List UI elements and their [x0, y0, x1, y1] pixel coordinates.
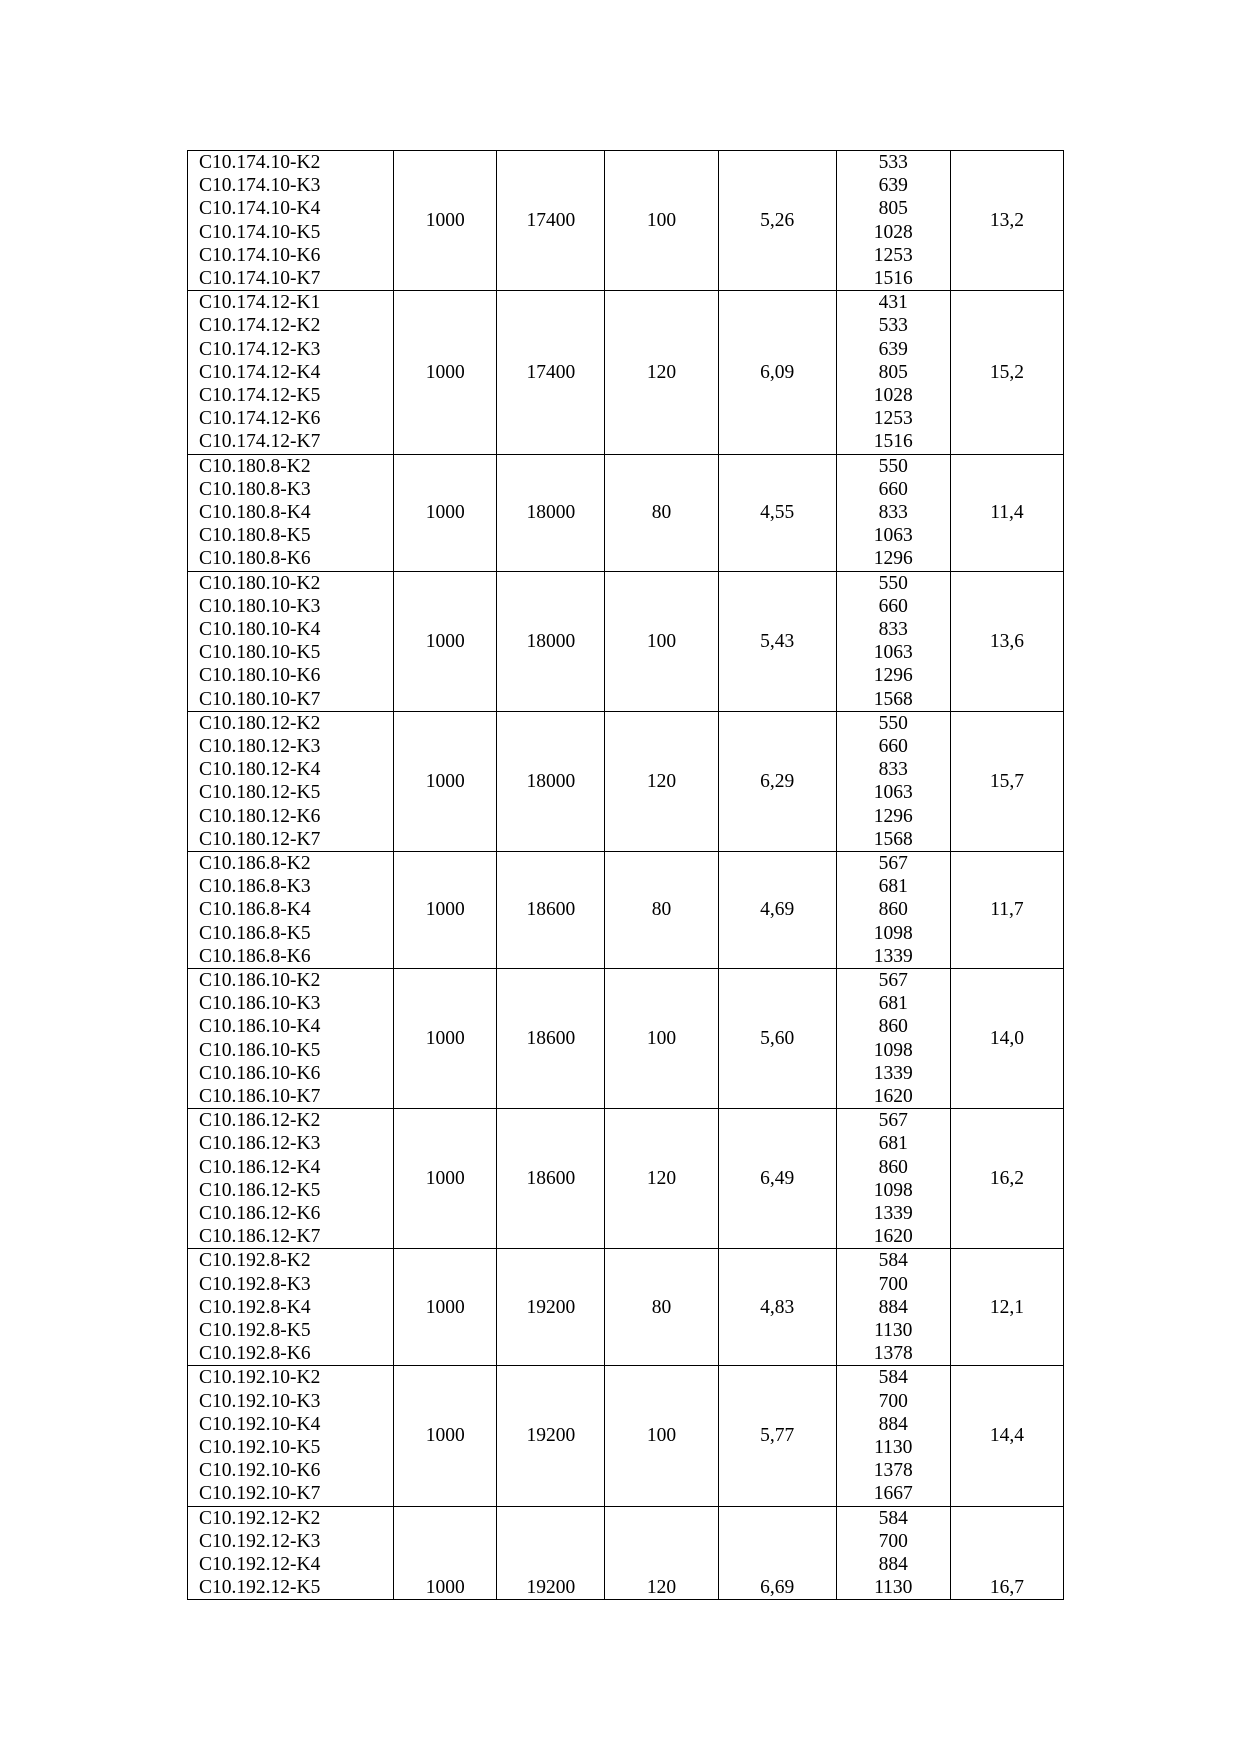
cell-value: 4,55	[760, 501, 795, 523]
table-row	[188, 1249, 1064, 1366]
product-code: C10.180.12-K6	[199, 805, 321, 827]
load-value: 884	[878, 1413, 908, 1435]
product-code: C10.186.12-K4	[199, 1156, 321, 1178]
product-code: C10.192.8-K6	[199, 1343, 311, 1365]
loads-cell	[836, 151, 950, 291]
product-code: C10.180.10-K5	[199, 642, 321, 664]
value-cell-col4	[718, 968, 836, 1108]
load-value: 660	[878, 595, 908, 617]
product-code: C10.192.8-K5	[199, 1319, 311, 1341]
product-code: C10.174.12-K3	[199, 338, 321, 360]
load-value: 860	[878, 1156, 908, 1178]
product-code: C10.174.10-K3	[199, 175, 321, 197]
product-code: C10.186.12-K5	[199, 1179, 321, 1201]
product-code: C10.174.10-K2	[199, 152, 321, 173]
load-value: 1130	[874, 1319, 913, 1341]
value-cell-col6	[950, 291, 1063, 454]
loads-cell	[836, 1366, 950, 1506]
value-cell-col2	[497, 291, 605, 454]
product-code: C10.192.8-K3	[199, 1273, 311, 1295]
load-value: 1098	[873, 1039, 913, 1061]
value-cell-col2	[497, 571, 605, 711]
load-value: 700	[878, 1530, 908, 1552]
load-value: 1620	[873, 1226, 913, 1248]
cell-value: 100	[646, 1425, 677, 1447]
load-value: 1378	[873, 1343, 913, 1365]
product-code: C10.180.10-K3	[199, 595, 321, 617]
product-code: C10.192.10-K6	[199, 1460, 321, 1482]
product-codes-cell	[188, 1366, 394, 1506]
load-value: 567	[878, 852, 908, 874]
product-codes-cell	[188, 151, 394, 291]
cell-value: 17400	[526, 210, 576, 231]
value-cell-col6	[950, 454, 1063, 571]
product-codes-cell	[188, 291, 394, 454]
value-cell-col1	[394, 571, 497, 711]
product-code: C10.180.8-K3	[199, 478, 311, 500]
load-value: 1063	[873, 525, 913, 547]
cell-value: 1000	[425, 210, 465, 231]
table-row	[188, 454, 1064, 571]
cell-value: 100	[646, 1027, 677, 1049]
cell-value: 18000	[526, 501, 576, 523]
load-value: 1253	[873, 244, 913, 266]
load-value: 1028	[873, 221, 913, 243]
product-code: C10.192.12-K4	[199, 1553, 321, 1575]
product-codes-cell	[188, 968, 394, 1108]
load-value: 681	[878, 876, 908, 898]
load-value: 1339	[873, 945, 913, 967]
load-value: 567	[878, 1110, 908, 1132]
product-codes-cell	[188, 711, 394, 851]
value-cell-col3	[605, 851, 718, 968]
load-value: 1568	[873, 828, 913, 850]
value-cell-col4	[718, 1366, 836, 1506]
value-cell-col2	[497, 968, 605, 1108]
table-row	[188, 968, 1064, 1108]
table-row	[188, 291, 1064, 454]
value-cell-col2	[497, 711, 605, 851]
load-value: 584	[878, 1250, 908, 1272]
load-value: 681	[878, 993, 908, 1015]
product-code: C10.186.8-K3	[199, 876, 311, 898]
load-value: 1098	[873, 1179, 913, 1201]
load-value: 1339	[873, 1202, 913, 1224]
cell-value: 17400	[526, 361, 576, 383]
cell-value: 16,2	[989, 1168, 1024, 1190]
product-code: C10.180.10-K2	[199, 572, 321, 594]
product-code: C10.192.8-K4	[199, 1296, 311, 1318]
load-value: 533	[878, 315, 908, 337]
product-codes-cell	[188, 571, 394, 711]
value-cell-col2	[497, 1506, 605, 1600]
load-value: 1028	[873, 384, 913, 406]
load-value: 1130	[874, 1577, 913, 1599]
product-code: C10.180.8-K6	[199, 548, 311, 570]
load-value: 1098	[873, 922, 913, 944]
load-value: 1339	[873, 1062, 913, 1084]
cell-value: 11,7	[990, 899, 1024, 921]
value-cell-col2	[497, 151, 605, 291]
cell-value: 1000	[425, 1577, 465, 1599]
product-code: C10.186.12-K7	[199, 1226, 321, 1248]
value-cell-col4	[718, 1109, 836, 1249]
product-code: C10.186.8-K6	[199, 945, 311, 967]
cell-value: 1000	[425, 501, 465, 523]
value-cell-col3	[605, 1249, 718, 1366]
loads-cell	[836, 851, 950, 968]
product-code: C10.186.8-K4	[199, 899, 311, 921]
load-value: 681	[878, 1133, 908, 1155]
value-cell-col2	[497, 1249, 605, 1366]
load-value: 1667	[873, 1483, 913, 1505]
cell-value: 19200	[526, 1425, 576, 1447]
cell-value: 4,69	[760, 899, 795, 921]
cell-value: 80	[651, 501, 672, 523]
load-value: 550	[878, 712, 908, 734]
value-cell-col3	[605, 1109, 718, 1249]
loads-cell	[836, 1109, 950, 1249]
value-cell-col4	[718, 1249, 836, 1366]
value-cell-col4	[718, 291, 836, 454]
cell-value: 18600	[526, 1027, 576, 1049]
loads-cell	[836, 711, 950, 851]
load-value: 860	[878, 899, 908, 921]
value-cell-col4	[718, 711, 836, 851]
value-cell-col1	[394, 1506, 497, 1600]
value-cell-col1	[394, 711, 497, 851]
cell-value: 6,09	[760, 361, 795, 383]
cell-value: 19200	[526, 1577, 576, 1599]
cell-value: 1000	[425, 361, 465, 383]
value-cell-col2	[497, 1366, 605, 1506]
product-code: C10.174.12-K5	[199, 384, 321, 406]
product-code: C10.186.8-K5	[199, 922, 311, 944]
load-value: 1063	[873, 642, 913, 664]
cell-value: 14,0	[989, 1027, 1024, 1049]
table-row	[188, 851, 1064, 968]
load-value: 1063	[873, 782, 913, 804]
product-code: C10.180.10-K6	[199, 665, 321, 687]
cell-value: 13,6	[989, 630, 1024, 652]
loads-cell	[836, 968, 950, 1108]
cell-value: 120	[646, 1577, 677, 1599]
table-row	[188, 571, 1064, 711]
value-cell-col3	[605, 1366, 718, 1506]
load-value: 1130	[874, 1436, 913, 1458]
cell-value: 18000	[526, 630, 576, 652]
cell-value: 15,7	[989, 770, 1024, 792]
table-row	[188, 1109, 1064, 1249]
cell-value: 5,43	[760, 630, 795, 652]
value-cell-col1	[394, 291, 497, 454]
table-row	[188, 711, 1064, 851]
value-cell-col4	[718, 571, 836, 711]
loads-cell	[836, 454, 950, 571]
value-cell-col3	[605, 571, 718, 711]
value-cell-col1	[394, 454, 497, 571]
cell-value: 1000	[425, 899, 465, 921]
product-code: C10.186.10-K4	[199, 1016, 321, 1038]
loads-cell	[836, 571, 950, 711]
cell-value: 6,69	[760, 1577, 795, 1599]
load-value: 584	[878, 1367, 908, 1389]
cell-value: 120	[646, 361, 677, 383]
product-code: C10.174.12-K4	[199, 361, 321, 383]
load-value: 567	[878, 969, 908, 991]
cell-value: 19200	[526, 1296, 576, 1318]
loads-cell	[836, 291, 950, 454]
load-value: 1378	[873, 1460, 913, 1482]
product-code: C10.174.12-K2	[199, 315, 321, 337]
product-code: C10.192.12-K2	[199, 1507, 321, 1529]
value-cell-col6	[950, 1506, 1063, 1600]
product-code: C10.192.12-K5	[199, 1577, 321, 1599]
cell-value: 80	[651, 899, 672, 921]
product-code: C10.192.10-K5	[199, 1436, 321, 1458]
load-value: 860	[878, 1016, 908, 1038]
load-value: 700	[878, 1273, 908, 1295]
product-code: C10.180.8-K4	[199, 501, 311, 523]
cell-value: 6,49	[760, 1168, 795, 1190]
cell-value: 18600	[526, 1168, 576, 1190]
load-value: 833	[878, 759, 908, 781]
product-codes-cell	[188, 454, 394, 571]
product-table-body	[188, 151, 1064, 1600]
table-row	[188, 1506, 1064, 1600]
value-cell-col3	[605, 151, 718, 291]
cell-value: 100	[646, 210, 677, 231]
product-code: C10.186.12-K6	[199, 1202, 321, 1224]
product-code: C10.192.10-K4	[199, 1413, 321, 1435]
product-codes-cell	[188, 1109, 394, 1249]
product-code: C10.174.10-K4	[199, 198, 321, 220]
product-code: C10.180.12-K2	[199, 712, 321, 734]
value-cell-col2	[497, 1109, 605, 1249]
product-code: C10.186.10-K5	[199, 1039, 321, 1061]
load-value: 639	[878, 338, 908, 360]
product-codes-cell	[188, 1249, 394, 1366]
product-code: C10.192.12-K3	[199, 1530, 321, 1552]
cell-value: 120	[646, 770, 677, 792]
product-table	[187, 150, 1064, 1600]
cell-value: 1000	[425, 1296, 465, 1318]
cell-value: 18600	[526, 899, 576, 921]
product-code: C10.192.10-K2	[199, 1367, 321, 1389]
product-code: C10.180.12-K3	[199, 735, 321, 757]
value-cell-col6	[950, 851, 1063, 968]
product-code: C10.174.10-K6	[199, 244, 321, 266]
product-code: C10.180.12-K4	[199, 759, 321, 781]
table-row	[188, 151, 1064, 291]
cell-value: 1000	[425, 1168, 465, 1190]
value-cell-col4	[718, 1506, 836, 1600]
cell-value: 4,83	[760, 1296, 795, 1318]
load-value: 584	[878, 1507, 908, 1529]
value-cell-col1	[394, 1109, 497, 1249]
loads-cell	[836, 1506, 950, 1600]
value-cell-col6	[950, 1109, 1063, 1249]
load-value: 639	[878, 175, 908, 197]
value-cell-col6	[950, 968, 1063, 1108]
load-value: 660	[878, 478, 908, 500]
cell-value: 1000	[425, 630, 465, 652]
cell-value: 120	[646, 1168, 677, 1190]
value-cell-col3	[605, 711, 718, 851]
cell-value: 1000	[425, 1425, 465, 1447]
cell-value: 1000	[425, 1027, 465, 1049]
product-code: C10.180.12-K7	[199, 828, 321, 850]
load-value: 1296	[873, 805, 913, 827]
cell-value: 14,4	[989, 1425, 1024, 1447]
loads-cell	[836, 1249, 950, 1366]
product-code: C10.192.10-K3	[199, 1390, 321, 1412]
load-value: 1620	[873, 1085, 913, 1107]
product-code: C10.186.10-K6	[199, 1062, 321, 1084]
cell-value: 13,2	[989, 210, 1024, 231]
load-value: 805	[878, 361, 908, 383]
product-code: C10.180.12-K5	[199, 782, 321, 804]
cell-value: 5,26	[760, 210, 795, 231]
cell-value: 100	[646, 630, 677, 652]
load-value: 1296	[873, 665, 913, 687]
product-code: C10.180.8-K5	[199, 525, 311, 547]
load-value: 1296	[873, 548, 913, 570]
value-cell-col4	[718, 851, 836, 968]
cell-value: 6,29	[760, 770, 795, 792]
product-code: C10.186.12-K2	[199, 1110, 321, 1132]
value-cell-col6	[950, 151, 1063, 291]
product-code: C10.186.8-K2	[199, 852, 311, 874]
load-value: 805	[878, 198, 908, 220]
product-code: C10.174.12-K6	[199, 408, 321, 430]
value-cell-col1	[394, 151, 497, 291]
value-cell-col1	[394, 1366, 497, 1506]
product-code: C10.186.10-K7	[199, 1085, 321, 1107]
product-code: C10.192.10-K7	[199, 1483, 321, 1505]
load-value: 550	[878, 572, 908, 594]
value-cell-col3	[605, 291, 718, 454]
load-value: 533	[878, 152, 908, 173]
value-cell-col6	[950, 711, 1063, 851]
value-cell-col3	[605, 454, 718, 571]
cell-value: 15,2	[989, 361, 1024, 383]
product-code: C10.186.12-K3	[199, 1133, 321, 1155]
cell-value: 5,77	[760, 1425, 795, 1447]
value-cell-col2	[497, 851, 605, 968]
cell-value: 80	[651, 1296, 672, 1318]
product-code: C10.192.8-K2	[199, 1250, 311, 1272]
cell-value: 1000	[425, 770, 465, 792]
load-value: 884	[878, 1553, 908, 1575]
value-cell-col2	[497, 454, 605, 571]
cell-value: 5,60	[760, 1027, 795, 1049]
value-cell-col3	[605, 968, 718, 1108]
product-code: C10.180.8-K2	[199, 455, 311, 477]
cell-value: 12,1	[989, 1296, 1024, 1318]
load-value: 1516	[873, 431, 913, 453]
product-codes-cell	[188, 851, 394, 968]
load-value: 1568	[873, 688, 913, 710]
value-cell-col1	[394, 968, 497, 1108]
cell-value: 16,7	[989, 1577, 1024, 1599]
value-cell-col6	[950, 1366, 1063, 1506]
cell-value: 11,4	[990, 501, 1024, 523]
load-value: 550	[878, 455, 908, 477]
product-code: C10.180.10-K7	[199, 688, 321, 710]
value-cell-col1	[394, 1249, 497, 1366]
table-row	[188, 1366, 1064, 1506]
value-cell-col6	[950, 571, 1063, 711]
load-value: 833	[878, 618, 908, 640]
load-value: 660	[878, 735, 908, 757]
value-cell-col1	[394, 851, 497, 968]
load-value: 833	[878, 501, 908, 523]
product-code: C10.174.12-K7	[199, 431, 321, 453]
load-value: 1516	[873, 267, 913, 289]
product-code: C10.180.10-K4	[199, 618, 321, 640]
product-code: C10.186.10-K3	[199, 993, 321, 1015]
value-cell-col3	[605, 1506, 718, 1600]
load-value: 700	[878, 1390, 908, 1412]
load-value: 1253	[873, 408, 913, 430]
product-code: C10.174.10-K7	[199, 267, 321, 289]
product-code: C10.174.12-K1	[199, 292, 321, 314]
value-cell-col4	[718, 151, 836, 291]
value-cell-col4	[718, 454, 836, 571]
value-cell-col6	[950, 1249, 1063, 1366]
load-value: 431	[878, 292, 908, 314]
cell-value: 18000	[526, 770, 576, 792]
product-code: C10.174.10-K5	[199, 221, 321, 243]
product-codes-cell	[188, 1506, 394, 1600]
load-value: 884	[878, 1296, 908, 1318]
product-code: C10.186.10-K2	[199, 969, 321, 991]
